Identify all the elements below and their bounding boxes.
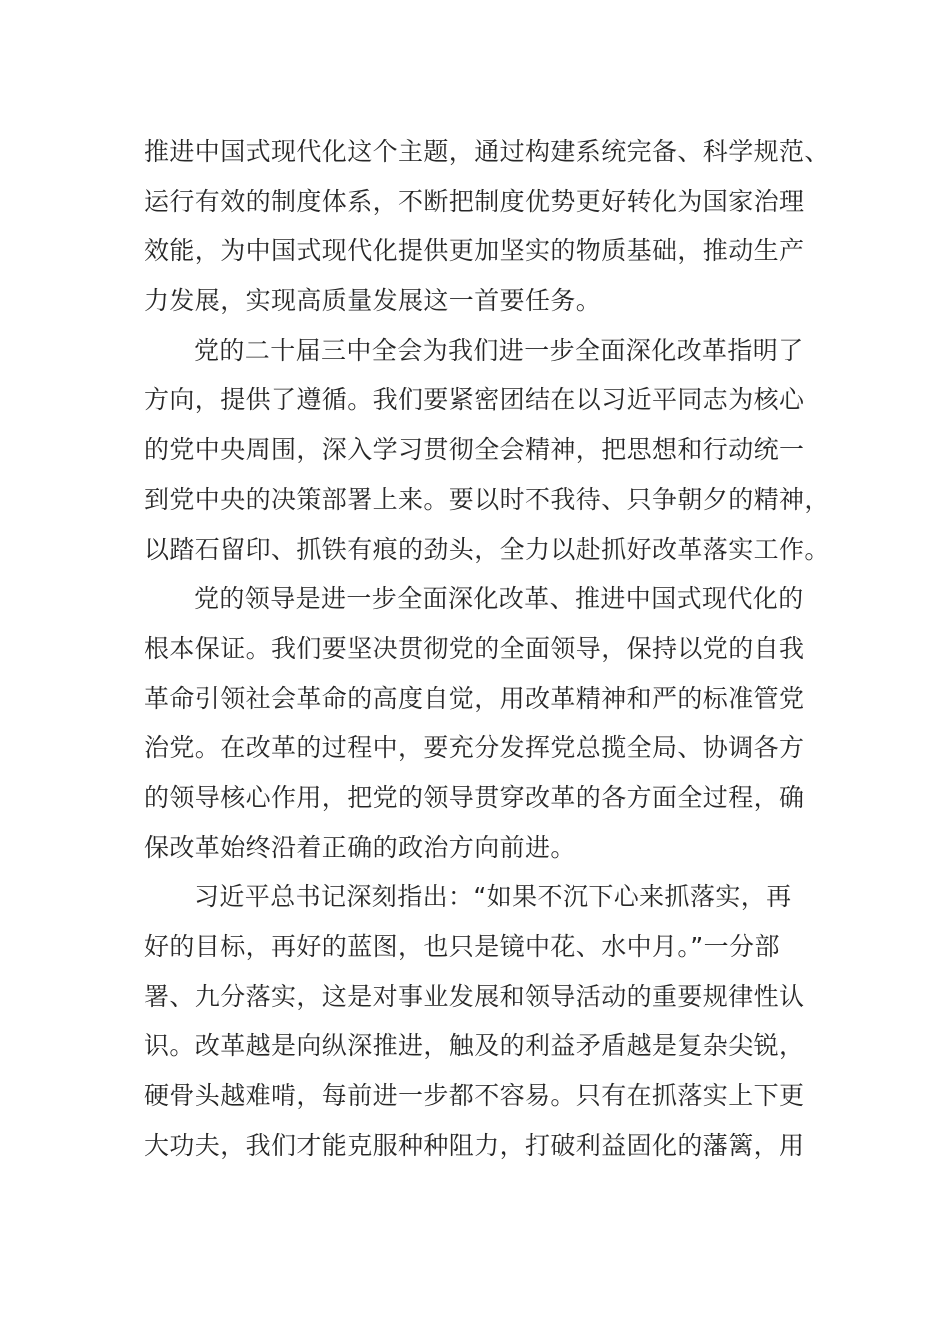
paragraph-line: 大功夫，我们才能克服种种阻力，打破利益固化的藩篱，用 (144, 1130, 805, 1160)
paragraph-line: 的党中央周围，深入学习贯彻全会精神，把思想和行动统一 (144, 435, 805, 465)
document-body (144, 127, 830, 1170)
paragraph-line: 方向，提供了遵循。我们要紧密团结在以习近平同志为核心 (144, 385, 805, 415)
paragraph-line: 好的目标，再好的蓝图，也只是镜中花、水中月。”一分部 (144, 932, 780, 961)
paragraph-2 (144, 326, 830, 574)
paragraph-line: 推进中国式现代化这个主题，通过构建系统完备、科学规范、 (144, 137, 830, 166)
paragraph-line: 力发展，实现高质量发展这一首要任务。 (144, 286, 602, 316)
paragraph-line: 革命引领社会革命的高度自觉，用改革精神和严的标准管党 (144, 683, 805, 713)
paragraph-line: 党的领导是进一步全面深化改革、推进中国式现代化的 (194, 584, 804, 614)
paragraph-line: 以踏石留印、抓铁有痕的劲头，全力以赴抓好改革落实工作。 (144, 534, 830, 564)
paragraph-line: 的领导核心作用，把党的领导贯穿改革的各方面全过程，确 (144, 782, 805, 812)
paragraph-4 (144, 872, 804, 1170)
paragraph-line: 习近平总书记深刻指出：“如果不沉下心来抓落实，再 (194, 882, 792, 912)
paragraph-1 (144, 127, 830, 326)
paragraph-line: 运行有效的制度体系，不断把制度优势更好转化为国家治理 (144, 186, 805, 216)
paragraph-line: 署、九分落实，这是对事业发展和领导活动的重要规律性认 (144, 981, 805, 1011)
paragraph-line: 到党中央的决策部署上来。要以时不我待、只争朝夕的精神， (144, 484, 830, 514)
paragraph-line: 党的二十届三中全会为我们进一步全面深化改革指明了 (194, 335, 804, 365)
paragraph-line: 保改革始终沿着正确的政治方向前进。 (144, 832, 576, 862)
paragraph-3 (144, 574, 804, 872)
paragraph-line: 治党。在改革的过程中，要充分发挥党总揽全局、协调各方 (144, 733, 805, 763)
paragraph-line: 识。改革越是向纵深推进，触及的利益矛盾越是复杂尖锐， (144, 1031, 805, 1061)
paragraph-line: 硬骨头越难啃，每前进一步都不容易。只有在抓落实上下更 (144, 1081, 805, 1111)
paragraph-line: 根本保证。我们要坚决贯彻党的全面领导，保持以党的自我 (144, 633, 805, 663)
paragraph-line: 效能，为中国式现代化提供更加坚实的物质基础，推动生产 (144, 236, 805, 266)
